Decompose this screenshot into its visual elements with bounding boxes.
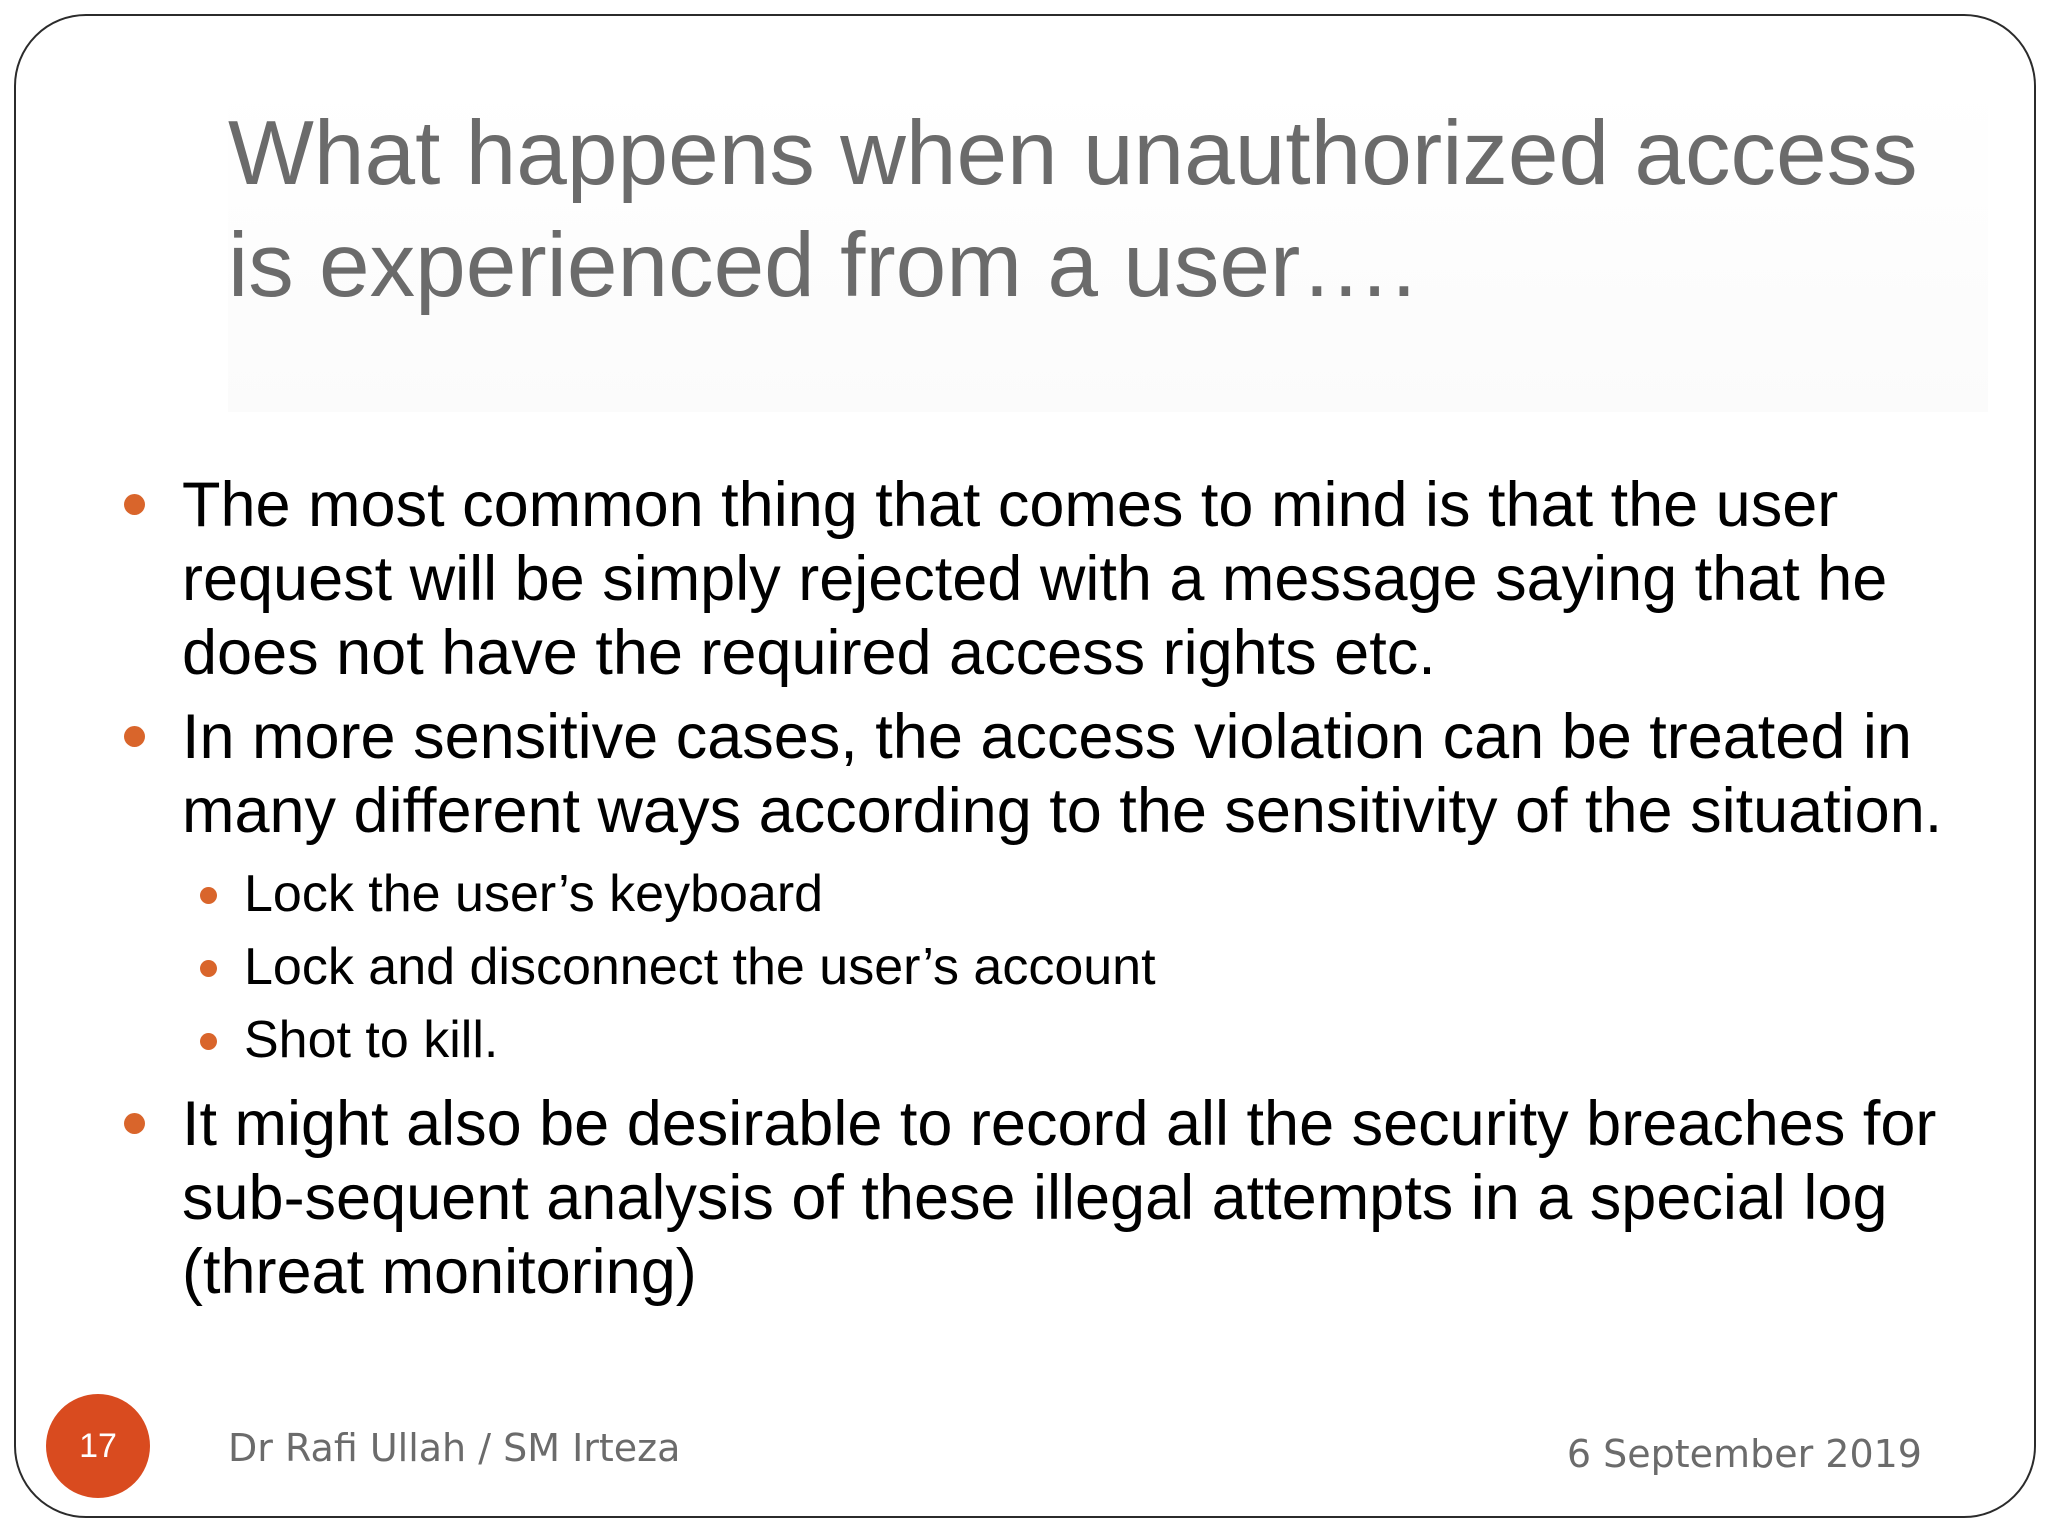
bullet-dot-icon <box>124 494 145 515</box>
slide-title: What happens when unauthorized access is experienced from a user…. <box>228 103 1918 316</box>
sub-bullet-text: Lock and disconnect the user’s account <box>244 938 1156 996</box>
page-number-badge: 17 <box>46 1394 150 1498</box>
sub-bullet-item <box>112 858 2012 931</box>
bullet-text: In more sensitive cases, the access violation can be treated in many different ways according to the sensitivity of the situation. <box>182 702 1943 846</box>
sub-bullet-dot-icon <box>200 887 217 904</box>
footer-date: 6 September 2019 <box>1566 1432 1922 1476</box>
bullet-text: It might also be desirable to record all the security breaches for sub-sequent analysis of these illegal attempts in a special log (threat monitoring) <box>182 1089 1937 1307</box>
slide <box>14 14 2036 1518</box>
sub-bullet-item <box>112 931 2012 1004</box>
sub-bullet-item <box>112 1004 2012 1077</box>
bullet-dot-icon <box>124 1113 145 1134</box>
bullet-item <box>112 700 2012 848</box>
sub-bullet-text: Shot to kill. <box>244 1011 499 1069</box>
slide-content <box>112 468 2012 1319</box>
bullet-item <box>112 1087 2012 1309</box>
bullet-dot-icon <box>124 726 145 747</box>
sub-bullet-text: Lock the user’s keyboard <box>244 865 824 923</box>
bullet-item <box>112 468 2012 690</box>
footer-authors: Dr Rafi Ullah / SM Irteza <box>228 1426 681 1470</box>
sub-bullet-dot-icon <box>200 1033 217 1050</box>
bullet-text: The most common thing that comes to mind is that the user request will be simply rejected with a message saying that he does not have the required access rights etc. <box>182 470 1888 688</box>
sub-bullet-dot-icon <box>200 960 217 977</box>
sub-bullet-list <box>112 858 2012 1077</box>
